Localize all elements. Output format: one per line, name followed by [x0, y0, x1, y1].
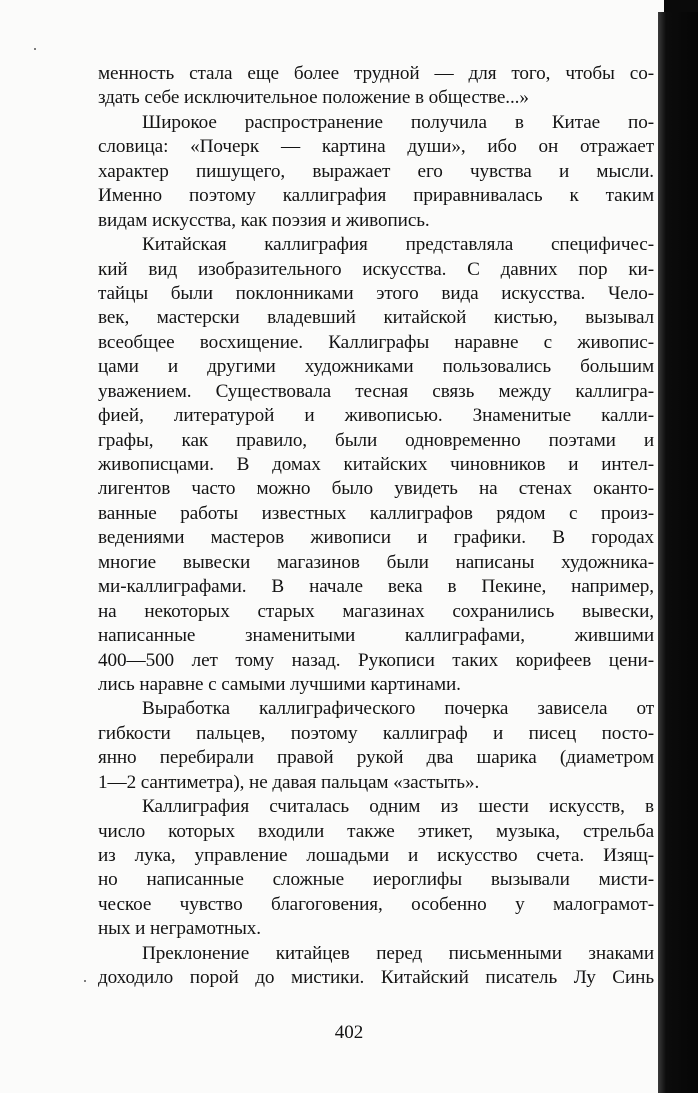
- text-line: характер пишущего, выражает его чувства и мысли.: [98, 160, 654, 182]
- paragraph-3: [98, 233, 654, 697]
- paragraph-4: [98, 697, 654, 795]
- text-line: 400—500 лет тому назад. Рукописи таких корифеев цени-: [98, 649, 654, 671]
- text-line: всеобщее восхищение. Каллиграфы наравне с живопис-: [98, 331, 654, 353]
- scan-edge-shadow: [658, 12, 698, 1093]
- scan-speck: [84, 980, 86, 982]
- text-line: ческое чувство благоговения, особенно у малограмот-: [98, 893, 654, 915]
- text-line: 1—2 сантиметра), не давая пальцам «застыть».: [98, 771, 480, 793]
- paragraph-1: [98, 62, 654, 111]
- text-line: кий вид изобразительного искусства. С давних пор ки-: [98, 258, 654, 280]
- paragraph-5: [98, 795, 654, 942]
- text-line: Выработка каллиграфического почерка зависела от: [142, 698, 654, 720]
- text-line: словица: «Почерк — картина души», ибо он отражает: [98, 136, 654, 158]
- text-line: уважением. Существовала тесная связь между каллигра-: [98, 380, 654, 402]
- text-line: видам искусства, как поэзия и живопись.: [98, 209, 430, 231]
- text-line: Каллиграфия считалась одним из шести искусств, в: [142, 796, 654, 818]
- page-body-text: [98, 62, 654, 991]
- text-line: но написанные сложные иероглифы вызывали мисти-: [98, 869, 654, 891]
- text-line: ми-каллиграфами. В начале века в Пекине, например,: [98, 576, 654, 598]
- text-line: доходило порой до мистики. Китайский писатель Лу Синь: [98, 967, 654, 989]
- text-line: тайцы были поклонниками этого вида искусства. Чело-: [98, 282, 654, 304]
- text-line: лигентов часто можно было увидеть на стенах оканто-: [98, 478, 654, 500]
- text-line: многие вывески магазинов были написаны художника-: [98, 551, 654, 573]
- text-line: фией, литературой и живописью. Знаменитые калли-: [98, 405, 654, 427]
- text-line: ведениями мастеров живописи и графики. В городах: [98, 527, 654, 549]
- text-line: лись наравне с самыми лучшими картинами.: [98, 673, 461, 695]
- text-line: цами и другими художниками пользовались большим: [98, 356, 654, 378]
- paragraph-6: [98, 942, 654, 991]
- text-line: здать себе исключительное положение в обществе...»: [98, 87, 529, 109]
- scan-speck: [34, 48, 36, 50]
- text-line: из лука, управление лошадьми и искусство счета. Изящ-: [98, 845, 654, 866]
- text-line: Широкое распространение получила в Китае по-: [142, 111, 654, 133]
- text-line: Китайская каллиграфия представляла специфичес-: [142, 234, 654, 256]
- text-line: Именно поэтому каллиграфия приравнивалась к таким: [98, 185, 654, 207]
- text-line: менность стала еще более трудной — для того, чтобы со-: [98, 63, 654, 84]
- paragraph-2: [98, 111, 654, 233]
- page-number: 402: [334, 1022, 364, 1043]
- text-line: янно перебирали правой рукой два шарика (диаметром: [98, 747, 654, 769]
- text-line: гибкости пальцев, поэтому каллиграф и писец посто-: [98, 722, 654, 744]
- text-line: на некоторых старых магазинах сохранились вывески,: [98, 600, 654, 622]
- text-line: написанные знаменитыми каллиграфами, жившими: [98, 625, 654, 647]
- text-line: век, мастерски владевший китайской кистью, вызывал: [98, 307, 654, 329]
- text-line: число которых входили также этикет, музыка, стрельба: [98, 820, 654, 842]
- text-line: живописцами. В домах китайских чиновников и интел-: [98, 454, 654, 475]
- text-line: Преклонение китайцев перед письменными знаками: [142, 942, 654, 964]
- text-line: графы, как правило, были одновременно поэтами и: [98, 429, 654, 451]
- text-line: ванные работы известных каллиграфов рядом с произ-: [98, 502, 654, 524]
- text-line: ных и неграмотных.: [98, 918, 261, 940]
